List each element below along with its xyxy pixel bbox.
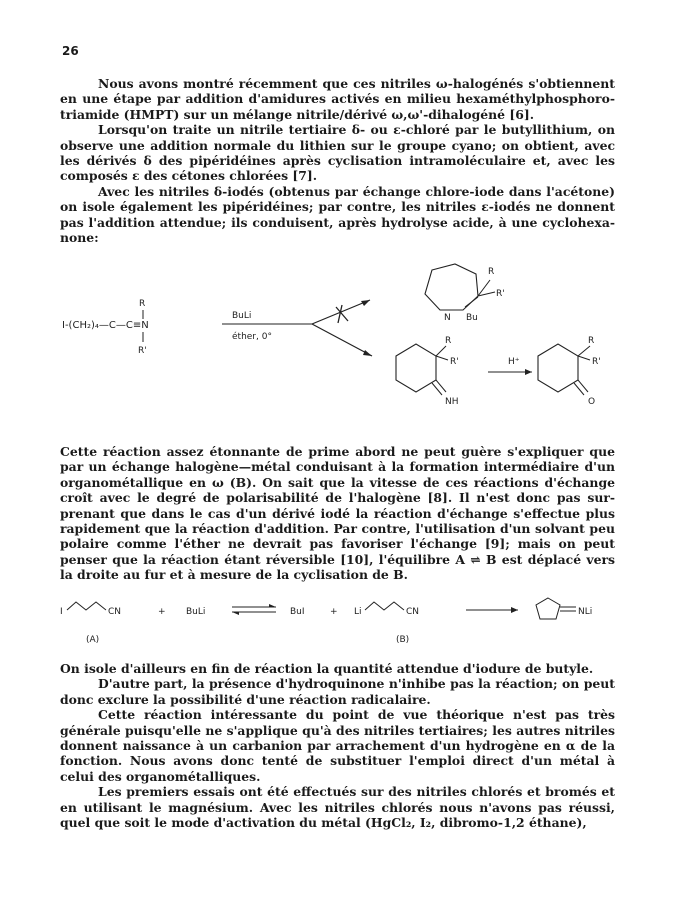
scheme-2	[0, 590, 680, 650]
buli-reagent: BuLi	[186, 607, 206, 617]
paragraph-4: Cette réaction assez étonnante de prime abord ne peut guère s'expliquer que par un échange halogène—métal conduisant à la formation intermédiaire d'un organométallique en ω (B). On sait que la vitesse de ces réactions d'échange croît avec le degré de polarisabilité de l'halogène [8]. Il n'est donc pas sur-prenant que dans le cas d'un dérivé iodé la réaction d'échange s'effectue plus rapidement que la réaction d'addition. Par contre, l'utilisation d'un solvant peu polaire comme l'éther ne devrait pas favoriser l'échange [9]; mais on peut penser que la réaction étant réversible [10], l'équilibre A ⇌ B est déplacé vers la droite au fur et à mesure de la cyclisation de B.	[60, 444, 615, 583]
imine-nh: NH	[445, 397, 459, 407]
bond-line	[578, 356, 590, 360]
imine-r-prime: R'	[450, 357, 459, 367]
bond-line	[578, 346, 590, 356]
chain-a	[67, 602, 106, 610]
cyano-b: CN	[406, 607, 420, 617]
reagent-buli: BuLi	[232, 311, 252, 321]
scheme-1	[0, 252, 680, 442]
ketone-r-prime: R'	[592, 357, 601, 367]
reagent-formula: I-(CH₂)₄—C—C≡N	[62, 320, 149, 331]
lithium-atom: Li	[354, 607, 362, 617]
bond-line	[436, 356, 448, 360]
azepine-bu: Bu	[466, 313, 478, 323]
arrow-head	[363, 350, 372, 356]
bond-line	[436, 346, 446, 356]
paragraph-8: Les premiers essais ont été effectués sur des nitriles chlorés et bromés et en utilisant le magnésium. Avec les nitriles chlorés nous n'avons pas réussi, quel que soit le mode d'activation du métal (HgCl₂, I₂, dibromo-1,2 éthane),	[60, 784, 615, 831]
label-b: (B)	[396, 635, 410, 645]
ketone-r: R	[588, 336, 595, 346]
cross-mark	[336, 307, 348, 321]
paragraph-2: Lorsqu'on traite un nitrile tertiaire δ- ou ε-chloré par le butyllithium, on observe une addition normale du lithien sur le groupe cyano; on obtient, avec les dérivés δ des pipéridéines après cyclisation intramoléculaire et, avec les composés ε des cétones chlorées [7].	[60, 122, 615, 184]
page-number: 26	[62, 44, 79, 58]
paragraph-6: D'autre part, la présence d'hydroquinone n'inhibe pas la réaction; on peut donc exclure la possibilité d'une réaction radicalaire.	[60, 676, 615, 707]
cyclopentane-ring	[536, 598, 560, 619]
intro-text	[60, 76, 615, 245]
chain-b	[365, 602, 404, 610]
ketone-o: O	[588, 397, 596, 407]
paragraph-1: Nous avons montré récemment que ces nitriles ω-halogénés s'obtiennent en une étape par addition d'amidures activés en milieu hexaméthylphosphoro-triamide (HMPT) sur un mélange nitrile/dérivé ω,ω'-dihalogéné [6].	[60, 76, 615, 122]
closing-text	[60, 661, 615, 830]
bui-product: BuI	[290, 607, 305, 617]
azepine-r: R	[488, 267, 495, 277]
reagent-conditions: éther, 0°	[232, 332, 272, 342]
azepine-r-prime: R'	[496, 289, 505, 299]
plus-sign: +	[158, 607, 166, 617]
imine-r: R	[445, 336, 452, 346]
plus-sign: +	[330, 607, 338, 617]
cyclohexanone-ring	[538, 344, 578, 392]
paragraph-7: Cette réaction intéressante du point de vue théorique n'est pas très générale puisqu'elle ne s'applique qu'à des nitriles tertiaires; les autres nitriles donnent naissance à un carbanion par arrachement d'un hydrogène en α de la fonction. Nous avons donc tenté de substituer l'emploi direct d'un métal à celui des organométalliques.	[60, 707, 615, 784]
double-bond	[465, 297, 478, 307]
azepine-n: N	[444, 313, 451, 323]
arrow-head	[511, 607, 518, 613]
arrow-head	[361, 300, 370, 306]
paragraph-3: Avec les nitriles δ-iodés (obtenus par échange chlore-iode dans l'acétone) on isole également les pipéridéines; par contre, les nitriles ε-iodés ne donnent pas l'addition attendue; ils conduisent, après hydrolyse acide, à une cyclohexa-none:	[60, 183, 615, 246]
iodo-atom: I	[60, 607, 63, 617]
hydrolysis-reagent: H⁺	[508, 357, 520, 367]
label-a: (A)	[86, 635, 100, 645]
cyano-a: CN	[108, 607, 122, 617]
substituent-r: R	[139, 299, 146, 309]
nli-group: NLi	[578, 607, 593, 617]
paragraph-5: On isole d'ailleurs en fin de réaction la quantité attendue d'iodure de butyle.	[60, 661, 594, 676]
substituent-r-prime: R'	[138, 346, 147, 356]
middle-text	[60, 444, 615, 583]
arrow-head	[525, 369, 532, 375]
cyclohexane-imine-ring	[396, 344, 436, 392]
reaction-arrow	[312, 324, 372, 356]
